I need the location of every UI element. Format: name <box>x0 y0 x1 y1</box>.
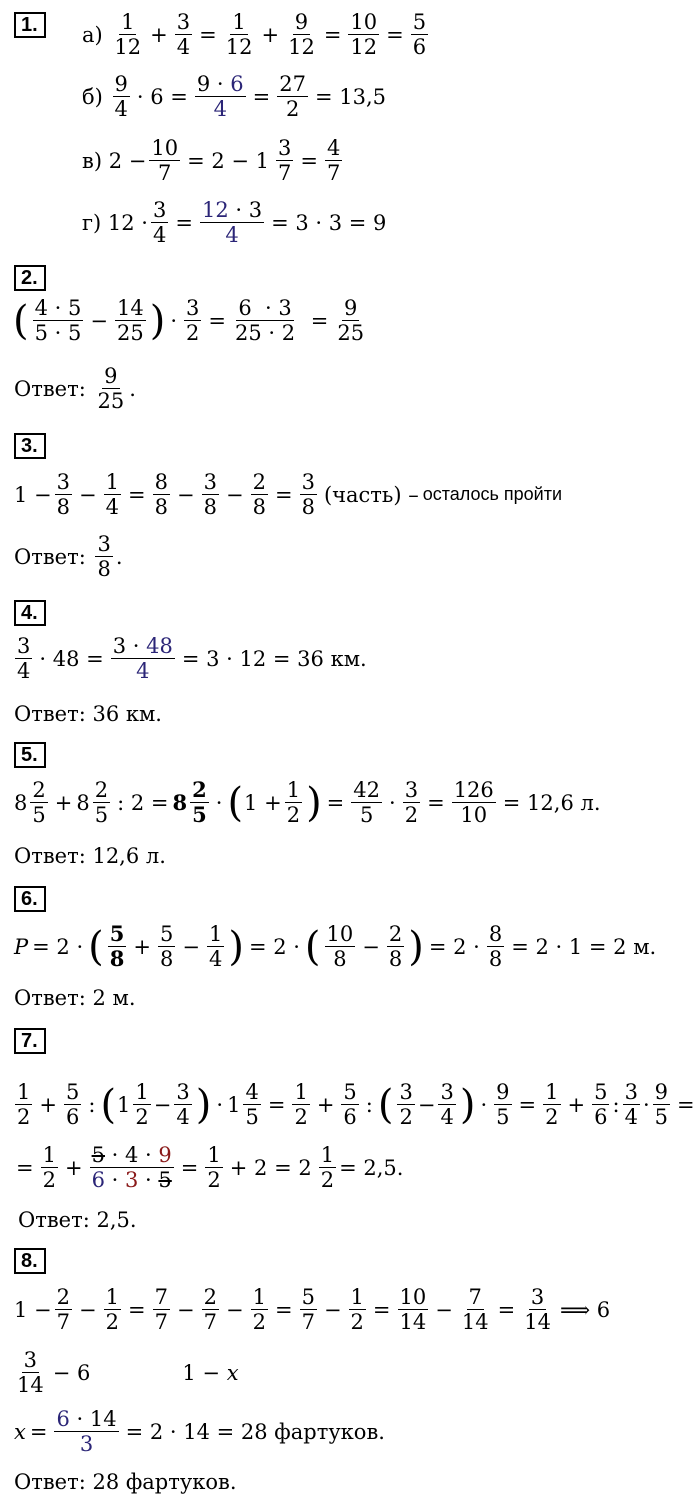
fraction: $\frac{9}{4}$ <box>114 72 128 121</box>
fraction: $\frac{3}{7}$ <box>278 136 292 185</box>
fraction: $\frac{5}{6}$ <box>594 1080 608 1129</box>
fraction: $\frac{3}{4}$ <box>176 1080 190 1129</box>
fraction: $\frac{4}{7}$ <box>327 136 341 185</box>
task-8-answer: Ответ: 28 фартуков. <box>14 1470 237 1494</box>
fraction: $\frac{27}{2}$ <box>279 72 306 121</box>
fraction: $\frac{7}{14}$ <box>461 1285 489 1334</box>
task-5-number: 5. <box>14 742 46 768</box>
fraction: $\frac{3}{8}$ <box>301 470 315 519</box>
fraction: $\frac{3 \cdot 48}{4}$ <box>112 634 173 683</box>
task-1b: б) $\frac{9}{4}$ · 6 = $\frac{9 \cdot 6}{4}$ = $\frac{27}{2}$ = 13,5 <box>82 72 387 121</box>
task-4-number: 4. <box>14 600 46 626</box>
fraction: $\frac{7}{7}$ <box>154 1285 168 1334</box>
task-1g: г) 12 · $\frac{3}{4}$ = $\frac{12 \cdot 3}{4}$ = 3 · 3 = 9 <box>82 198 387 247</box>
fraction: $\frac{9}{25}$ <box>337 296 365 345</box>
fraction: $\frac{3}{14}$ <box>17 1348 44 1397</box>
task-3-solution: 1 − $\frac{3}{8}$ − $\frac{1}{4}$ = $\frac{8}{8}$ − $\frac{3}{8}$ − $\frac{2}{8}$ = $\frac{3}{8}$ (часть) – осталось пройти <box>14 470 562 519</box>
fraction: $\frac{10}{7}$ <box>151 136 179 185</box>
task-1-number: 1. <box>14 12 46 38</box>
fraction: $\frac{9 \cdot 6}{4}$ <box>196 72 244 121</box>
item-b-label: б) <box>82 84 103 109</box>
fraction: $\frac{4 \cdot 5}{5 \cdot 5}$ <box>34 296 82 345</box>
fraction: $\frac{5 \cdot 4 \cdot 9}{6 \cdot 3 \cdot 5}$ <box>91 1143 172 1192</box>
fraction: $\frac{10}{8}$ <box>326 922 354 971</box>
task-8-result: = 2 · 14 = 28 фартуков. <box>125 1419 385 1444</box>
fraction: $\frac{6 \cdot 3}{25 \cdot 2}$ <box>234 296 296 345</box>
answer-label: Ответ: <box>14 544 86 569</box>
fraction: $\frac{1}{2}$ <box>105 1285 119 1334</box>
fraction: $\frac{3}{4}$ <box>176 10 191 59</box>
task-6-number: 6. <box>14 886 46 912</box>
fraction: $\frac{5}{8}$ <box>109 921 125 971</box>
fraction: $\frac{9}{25}$ <box>97 364 125 413</box>
fraction: $\frac{1}{12}$ <box>225 10 253 59</box>
task-2-solution: ( $\frac{4 \cdot 5}{5 \cdot 5}$ − $\frac{14}{25}$ ) · $\frac{3}{2}$ = $\frac{6 \cdot 3}{25 \cdot 2}$ = $\frac{9}{25}$ <box>13 296 365 345</box>
task-7-line-2: = $\frac{1}{2}$ + $\frac{5 \cdot 4 \cdot 9}{6 \cdot 3 \cdot 5}$ = $\frac{1}{2}$ + 2 = 2 $\frac{1}{2}$ = 2,5. <box>16 1143 404 1192</box>
fraction: $\frac{12 \cdot 3}{4}$ <box>201 198 263 247</box>
fraction: $\frac{6 \cdot 14}{3}$ <box>56 1407 117 1456</box>
task-6-result: = 2 · 1 = 2 м. <box>511 934 657 959</box>
fraction: $\frac{3}{8}$ <box>97 532 111 581</box>
item-g-label: г) <box>82 210 102 235</box>
task-3-number: 3. <box>14 433 46 459</box>
fraction: $\frac{1}{2}$ <box>286 778 301 827</box>
fraction: $\frac{3}{4}$ <box>17 634 31 683</box>
item-a-label: а) <box>82 22 103 47</box>
task-8-number: 8. <box>14 1248 46 1274</box>
fraction: $\frac{5}{7}$ <box>301 1285 315 1334</box>
task-7-number: 7. <box>14 1028 46 1054</box>
fraction: $\frac{1}{2}$ <box>545 1080 559 1129</box>
fraction: $\frac{3}{8}$ <box>203 470 217 519</box>
task-5-result: = 12,6 л. <box>502 790 601 815</box>
fraction: $\frac{3}{14}$ <box>524 1285 551 1334</box>
fraction: $\frac{10}{12}$ <box>350 10 378 59</box>
task-3-answer: Ответ: $\frac{3}{8}$ . <box>14 532 123 581</box>
item-v-label: в) <box>82 148 103 173</box>
task-7-answer: Ответ: 2,5. <box>18 1208 137 1232</box>
fraction: $\frac{1}{2}$ <box>17 1080 31 1129</box>
fraction: $\frac{5}{6}$ <box>412 10 427 59</box>
fraction: $\frac{3}{8}$ <box>56 470 71 519</box>
fraction: $\frac{42}{5}$ <box>353 778 381 827</box>
fraction: $\frac{5}{6}$ <box>343 1080 357 1129</box>
task-4-result: = 3 · 12 = 36 км. <box>181 646 367 671</box>
fraction: $\frac{1}{2}$ <box>294 1080 308 1129</box>
fraction: $\frac{8}{8}$ <box>154 470 168 519</box>
fraction: $\frac{2}{7}$ <box>56 1285 71 1334</box>
fraction: $\frac{2}{8}$ <box>252 470 266 519</box>
fraction: $\frac{1}{2}$ <box>207 1143 221 1192</box>
fraction: $\frac{9}{5}$ <box>654 1080 668 1129</box>
fraction: $\frac{1}{2}$ <box>252 1285 266 1334</box>
task-4-answer: Ответ: 36 км. <box>14 702 162 726</box>
task-6-solution: P = 2 · ( $\frac{5}{8}$ + $\frac{5}{8}$ − $\frac{1}{4}$ ) = 2 · ( $\frac{10}{8}$ − $\frac{2}{8}$ ) = 2 · $\frac{8}{8}$ = 2 · 1 = 2 м. <box>14 921 657 971</box>
fraction: $\frac{9}{12}$ <box>288 10 315 59</box>
fraction: $\frac{1}{2}$ <box>350 1285 364 1334</box>
remaining-note: осталось пройти <box>422 484 562 504</box>
task-8-line-2: $\frac{3}{14}$ − 6 1 − x <box>17 1348 239 1397</box>
answer-label: Ответ: <box>14 376 86 401</box>
fraction: $\frac{1}{12}$ <box>114 10 142 59</box>
task-1a: а) $\frac{1}{12}$ + $\frac{3}{4}$ = $\frac{1}{12}$ + $\frac{9}{12}$ = $\frac{10}{12}$ = $\frac{5}{6}$ <box>82 10 427 59</box>
task-2-answer: Ответ: $\frac{9}{25}$ . <box>14 364 136 413</box>
fraction: $\frac{1}{2}$ <box>42 1143 56 1192</box>
fraction: $\frac{3}{4}$ <box>152 198 167 247</box>
fraction: $\frac{1}{2}$ <box>320 1143 335 1192</box>
fraction: $\frac{2}{8}$ <box>388 922 403 971</box>
fraction: $\frac{8}{8}$ <box>488 922 503 971</box>
fraction: $\frac{9}{5}$ <box>496 1080 510 1129</box>
task-5-answer: Ответ: 12,6 л. <box>14 844 166 868</box>
task-5-solution: 8 $\frac{2}{5}$ + 8 $\frac{2}{5}$ : 2 = 8 $\frac{2}{5}$ · ( 1 + $\frac{1}{2}$ ) = $\frac{42}{5}$ · $\frac{3}{2}$ = $\frac{126}{10}$ = 12,6 л. <box>14 777 601 827</box>
fraction: $\frac{10}{14}$ <box>399 1285 427 1334</box>
task-1v: в) 2 − $\frac{10}{7}$ = 2 − 1 $\frac{3}{7}$ = $\frac{4}{7}$ <box>82 136 341 185</box>
task-2-number: 2. <box>14 265 46 291</box>
fraction: $\frac{3}{2}$ <box>186 296 200 345</box>
fraction: $\frac{2}{7}$ <box>203 1285 217 1334</box>
fraction: $\frac{3}{4}$ <box>624 1080 638 1129</box>
task-7-line-1: $\frac{1}{2}$ + $\frac{5}{6}$ : ( 1 $\frac{1}{2}$ − $\frac{3}{4}$ ) · 1 $\frac{4}{5}$ = $\frac{1}{2}$ + $\frac{5}{6}$ : ( $\frac{3}{2}$ − $\frac{3}{4}$ ) · $\frac{9}{5}$ = $\frac{1}{2}$ + $\frac{5}{6}$ : $\frac{3}{4}$ · $\frac{9}{5}$ = <box>17 1080 695 1129</box>
part-label: (часть) – <box>323 482 419 507</box>
fraction: $\frac{3}{2}$ <box>404 778 419 827</box>
fraction: $\frac{5}{6}$ <box>65 1080 80 1129</box>
fraction: $\frac{5}{8}$ <box>159 922 174 971</box>
fraction: $\frac{1}{4}$ <box>105 470 119 519</box>
task-8-line-3: x = $\frac{6 \cdot 14}{3}$ = 2 · 14 = 28 фартуков. <box>14 1407 385 1456</box>
task-6-answer: Ответ: 2 м. <box>14 986 136 1010</box>
fraction: $\frac{3}{2}$ <box>399 1080 413 1129</box>
fraction: $\frac{3}{4}$ <box>440 1080 454 1129</box>
task-7-result: = 2,5. <box>339 1155 404 1180</box>
fraction: $\frac{126}{10}$ <box>453 778 494 827</box>
task-4-solution: $\frac{3}{4}$ · 48 = $\frac{3 \cdot 48}{4}$ = 3 · 12 = 36 км. <box>17 634 367 683</box>
fraction: $\frac{1}{4}$ <box>208 922 223 971</box>
fraction: $\frac{14}{25}$ <box>116 296 144 345</box>
task-8-line-1: 1 − $\frac{2}{7}$ − $\frac{1}{2}$ = $\frac{7}{7}$ − $\frac{2}{7}$ − $\frac{1}{2}$ = $\frac{5}{7}$ − $\frac{1}{2}$ = $\frac{10}{14}$ − $\frac{7}{14}$ = $\frac{3}{14}$ ⟹ 6 <box>14 1285 611 1334</box>
